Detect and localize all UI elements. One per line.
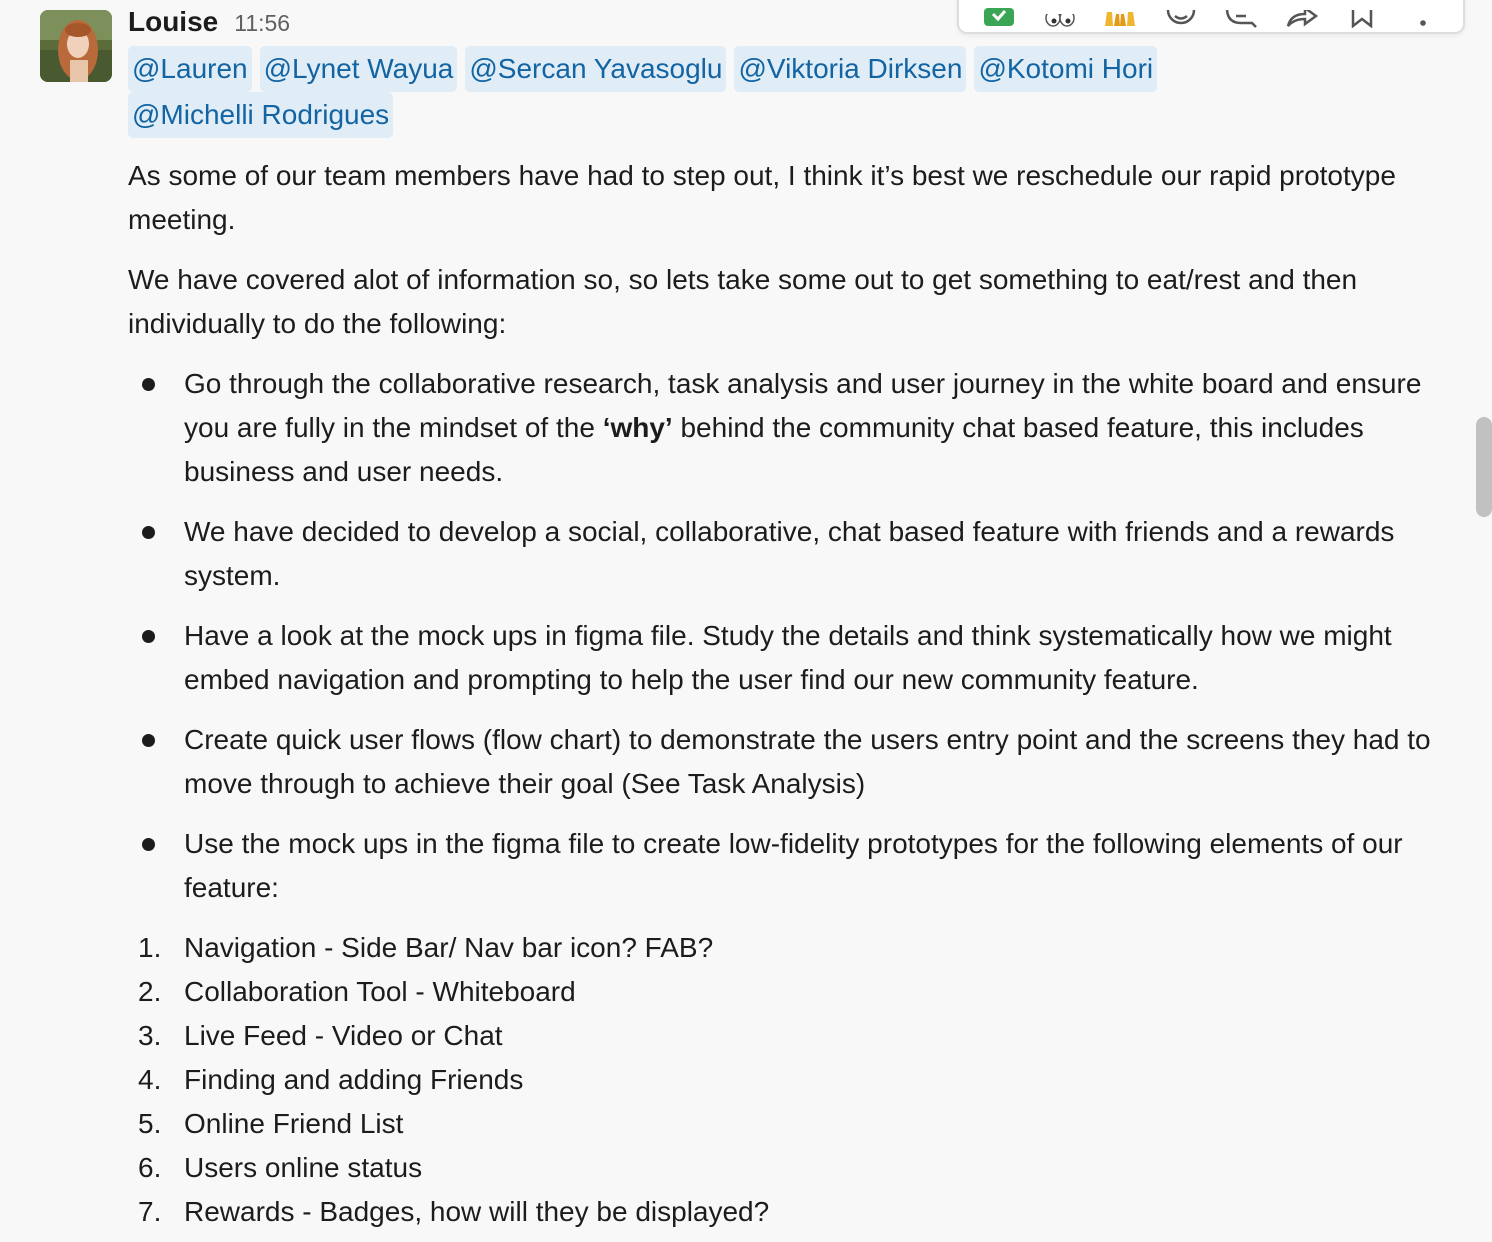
save-bookmark-icon <box>1349 10 1375 28</box>
item-number: 2. <box>138 976 162 1007</box>
reply-thread-button[interactable] <box>1218 0 1264 32</box>
bullet-dot <box>142 526 155 539</box>
eyes-reaction-icon <box>1043 14 1077 28</box>
item-text: Live Feed - Video or Chat <box>184 1020 503 1051</box>
numbered-item <box>128 1146 1468 1190</box>
numbered-item <box>128 1014 1468 1058</box>
bullet-text: Go through the collaborative research, task analysis and user journey in the white board and ensure you are fully in the mindset of the <box>184 368 1422 443</box>
raised-hands-reaction-icon <box>1102 12 1138 28</box>
bullet-text: Use the mock ups in the figma file to create low-fidelity prototypes for the following elements of our feature: <box>184 828 1403 903</box>
bullet-item <box>128 362 1474 494</box>
more-actions-button[interactable] <box>1400 0 1446 32</box>
share-message-button[interactable] <box>1279 0 1325 32</box>
react-raised-hands-button[interactable] <box>1097 0 1143 32</box>
message-paragraph: As some of our team members have had to step out, I think it’s best we reschedule our rapid prototype meeting. <box>128 160 1396 235</box>
item-text: Collaboration Tool - Whiteboard <box>184 976 576 1007</box>
mention-viktoria-dirksen[interactable]: @Viktoria Dirksen <box>734 46 966 92</box>
bullet-dot <box>142 734 155 747</box>
bullet-text: Create quick user flows (flow chart) to demonstrate the users entry point and the screens they had to move through to achieve their goal (See Task Analysis) <box>184 724 1431 799</box>
reply-in-thread-icon <box>1224 10 1258 28</box>
scrollbar-thumb[interactable] <box>1476 417 1492 517</box>
numbered-item <box>128 926 1468 970</box>
mention-lynet-wayua[interactable]: @Lynet Wayua <box>260 46 458 92</box>
avatar-image <box>40 10 112 82</box>
react-check-button[interactable] <box>976 0 1022 32</box>
author-name[interactable]: Louise <box>128 6 219 37</box>
avatar[interactable] <box>40 10 112 82</box>
check-mark-reaction-icon <box>983 8 1015 28</box>
bullet-list <box>128 362 1468 910</box>
mention-sercan-yavasoglu[interactable]: @Sercan Yavasoglu <box>465 46 726 92</box>
item-text: Users online status <box>184 1152 423 1183</box>
bullet-text: Have a look at the mock ups in figma file. Study the details and think systematically how we might embed navigation and prompting to help the user find our new community feature. <box>184 620 1392 695</box>
message-actions-toolbar <box>957 0 1465 34</box>
numbered-item <box>128 1102 1468 1146</box>
item-number: 3. <box>138 1020 162 1051</box>
add-reaction-button[interactable] <box>1158 0 1204 32</box>
item-text: Online Friend List <box>184 1108 404 1139</box>
more-actions-icon <box>1417 14 1429 28</box>
bullet-text: We have decided to develop a social, collaborative, chat based feature with friends and a rewards system. <box>184 516 1395 591</box>
item-number: 6. <box>138 1152 162 1183</box>
share-message-icon <box>1285 10 1319 28</box>
bullet-item <box>128 614 1474 702</box>
item-number: 1. <box>138 932 162 963</box>
message <box>128 6 1468 1234</box>
numbered-item <box>128 970 1468 1014</box>
bullet-item <box>128 822 1474 910</box>
mention-lauren[interactable]: @Lauren <box>128 46 252 92</box>
bullet-dot <box>142 630 155 643</box>
bullet-text: behind the community chat based feature, this includes business and user needs. <box>184 412 1364 487</box>
save-message-button[interactable] <box>1339 0 1385 32</box>
item-number: 4. <box>138 1064 162 1095</box>
mention-list <box>128 46 1208 138</box>
item-text: Navigation - Side Bar/ Nav bar icon? FAB? <box>184 932 714 963</box>
mention-kotomi-hori[interactable]: @Kotomi Hori <box>974 46 1157 92</box>
bullet-item <box>128 718 1474 806</box>
mention-michelli-rodrigues[interactable]: @Michelli Rodrigues <box>128 92 393 138</box>
message-paragraph: We have covered alot of information so, so lets take some out to get something to eat/rest and then individually to do the following: <box>128 264 1358 339</box>
bullet-dot <box>142 378 155 391</box>
item-number: 5. <box>138 1108 162 1139</box>
item-text: Finding and adding Friends <box>184 1064 524 1095</box>
item-text: Rewards - Badges, how will they be displayed? <box>184 1196 770 1227</box>
react-eyes-button[interactable] <box>1037 0 1083 32</box>
item-number: 7. <box>138 1196 162 1227</box>
bold-text: ‘why’ <box>602 412 673 443</box>
numbered-list <box>128 926 1468 1234</box>
message-timestamp[interactable]: 11:56 <box>234 10 291 36</box>
numbered-item <box>128 1058 1468 1102</box>
bullet-item <box>128 510 1474 598</box>
bullet-dot <box>142 838 155 851</box>
add-reaction-icon <box>1165 10 1197 28</box>
numbered-item <box>128 1190 1468 1234</box>
